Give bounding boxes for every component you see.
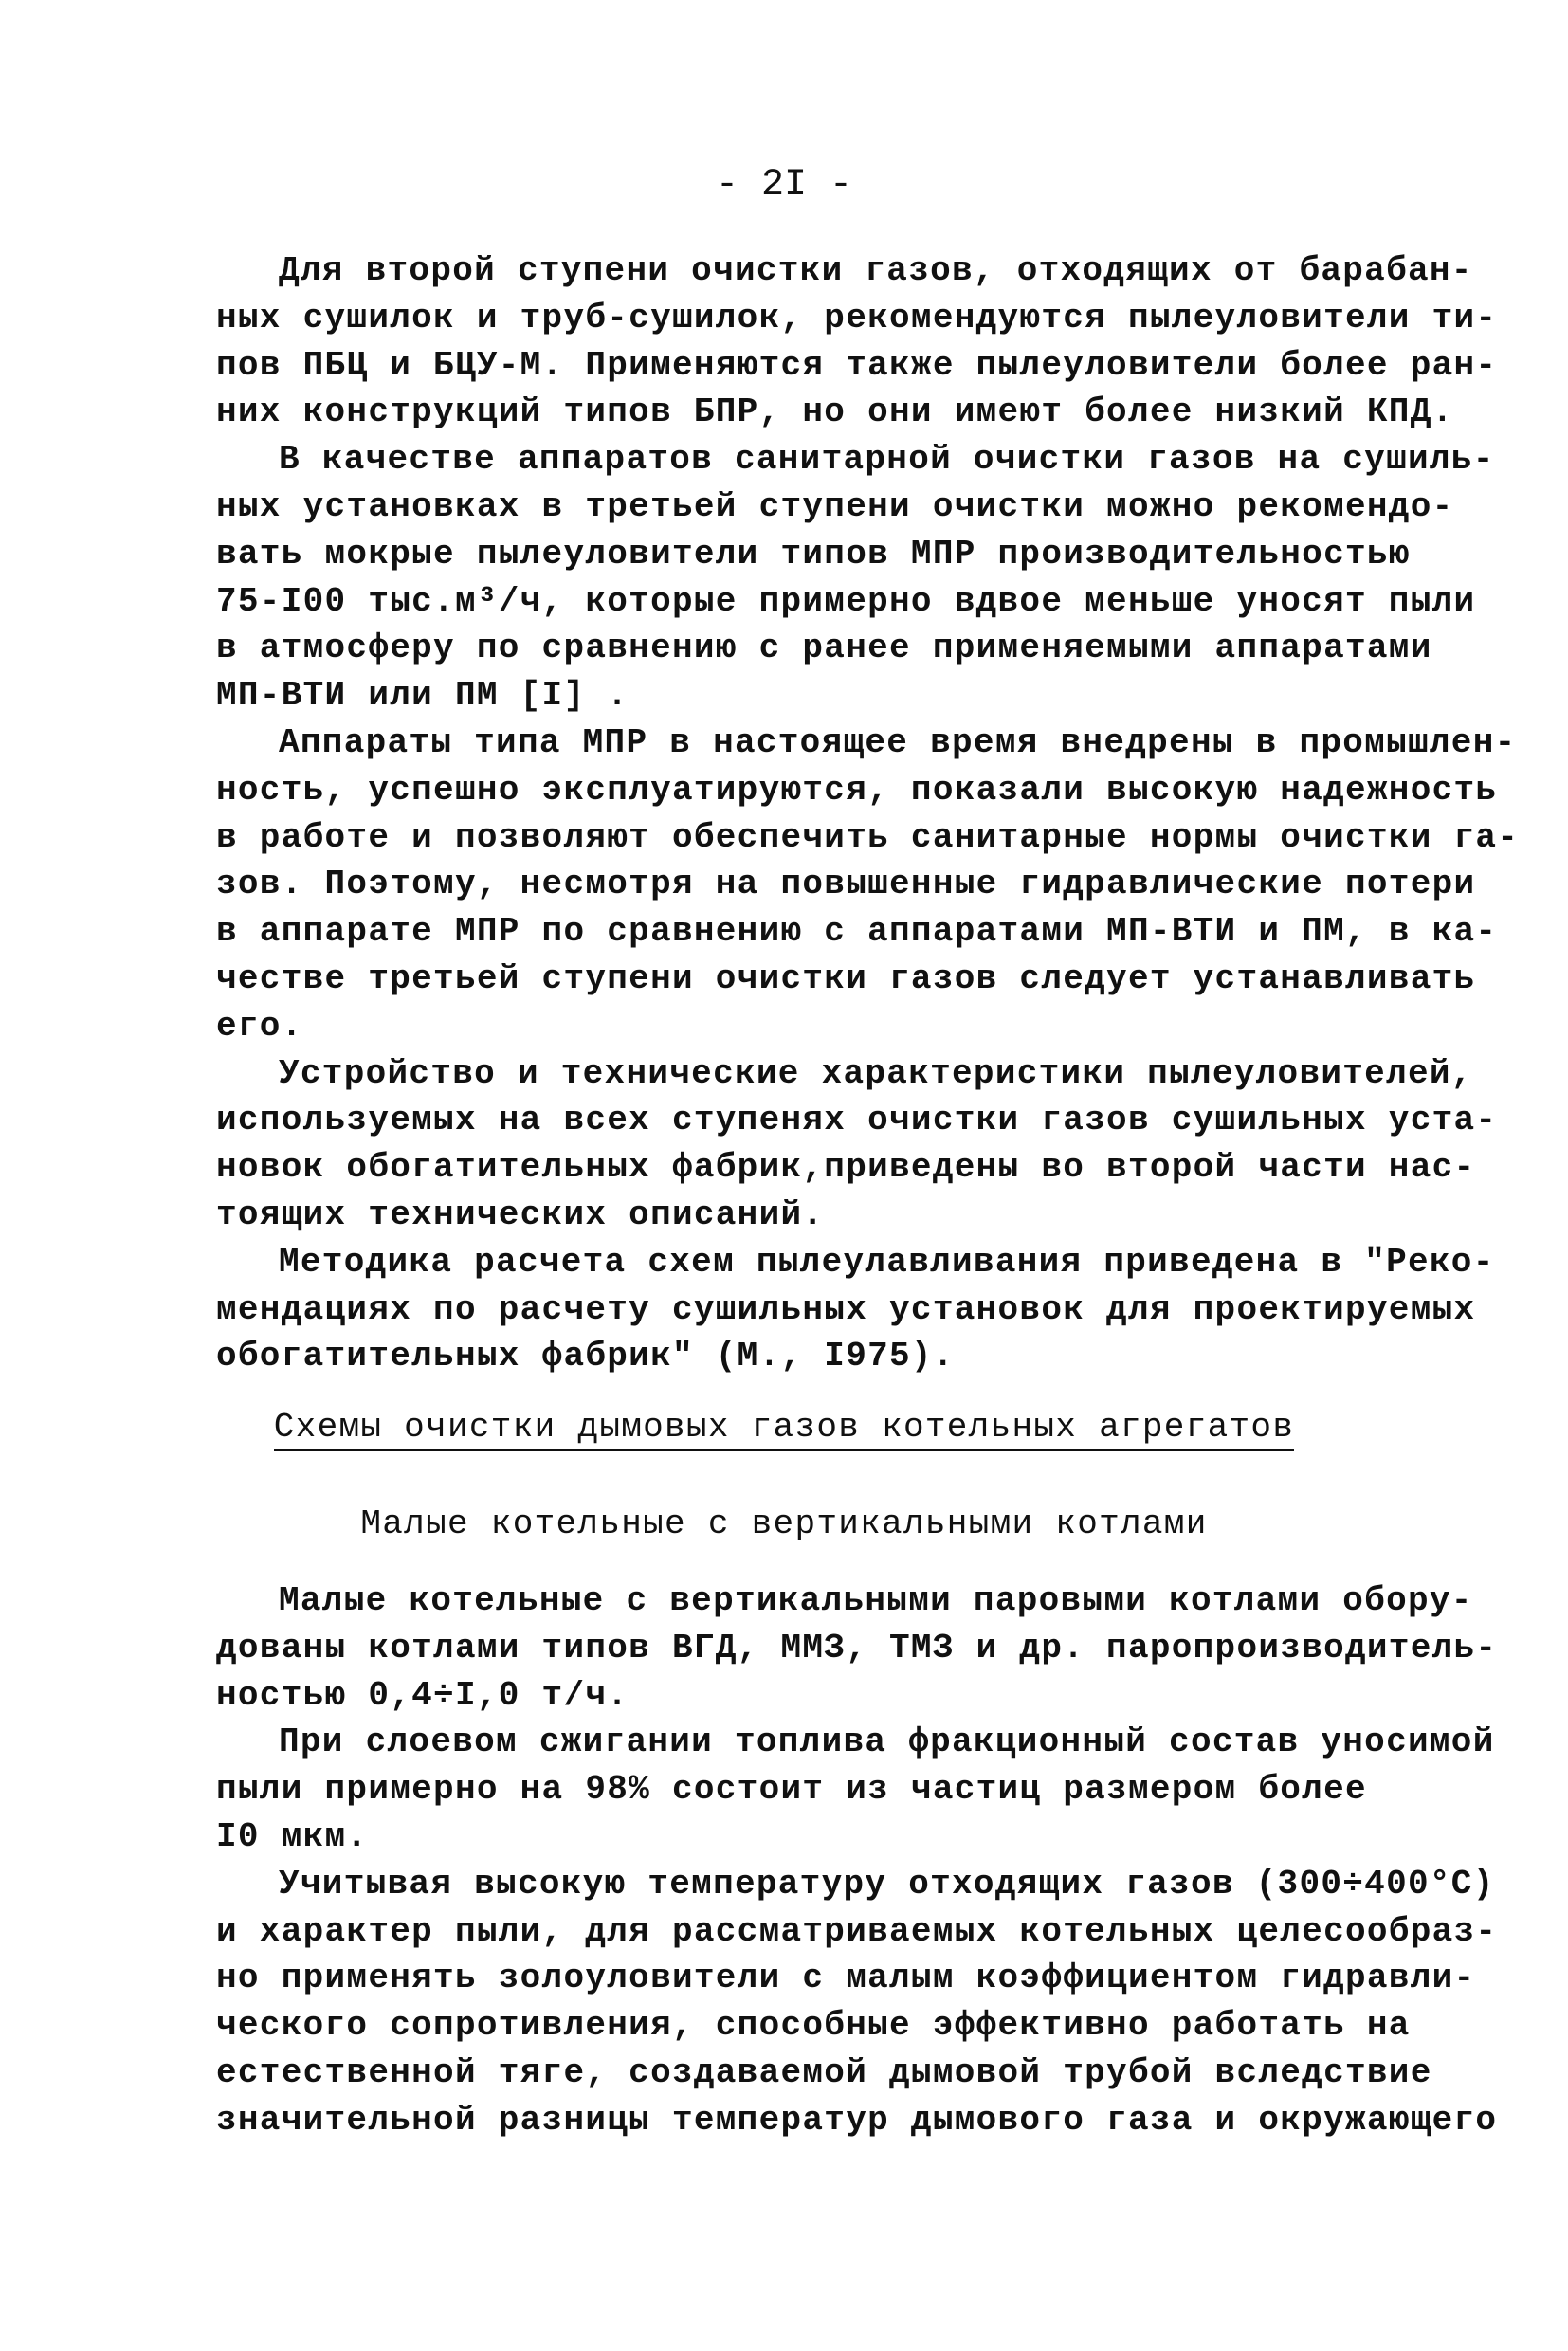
text-line: ностью 0,4÷I,0 т/ч. [216,1675,629,1715]
text-line: зов. Поэтому, несмотря на повышенные гидравлические потери [216,865,1476,904]
text-line: Малые котельные с вертикальными паровыми котлами обору- [279,1581,1473,1620]
text-line: Методика расчета схем пылеулавливания приведена в "Реко- [279,1242,1495,1282]
text-line: значительной разницы температур дымового газа и окружающего [216,2100,1498,2140]
text-line: вать мокрые пылеуловители типов МПР производительностью [216,534,1411,574]
text-line: Устройство и технические характеристики пылеуловителей, [279,1053,1473,1093]
subsection-heading: Малые котельные с вертикальными котлами [360,1504,1208,1543]
text-line: в работе и позволяют обеспечить санитарные нормы очистки га- [216,817,1520,857]
text-line: пов ПБЦ и БЦУ-М. Применяются также пылеуловители более ран- [216,345,1498,385]
text-line: Учитывая высокую температуру отходящих газов (300÷400°С) [279,1864,1495,1904]
text-line: новок обогатительных фабрик,приведены во второй части нас- [216,1148,1476,1188]
text-line: честве третьей ступени очистки газов следует устанавливать [216,958,1476,998]
text-line: ность, успешно эксплуатируются, показали высокую надежность [216,770,1498,810]
text-line: обогатительных фабрик" (М., I975). [216,1337,955,1376]
page-number: - 2I - [715,164,853,207]
text-line: ческого сопротивления, способные эффективно работать на [216,2006,1411,2046]
text-line: Аппараты типа МПР в настоящее время внедрены в промышлен- [279,722,1517,762]
section-heading-text: Схемы очистки дымовых газов котельных агрегатов [274,1408,1294,1451]
text-line: При слоевом сжигании топлива фракционный состав уносимой [279,1722,1495,1762]
text-line: и характер пыли, для рассматриваемых котельных целесообраз- [216,1911,1498,1951]
text-line: ных установках в третьей ступени очистки можно рекомендо- [216,486,1454,526]
text-block-1 [216,247,1520,1380]
text-line: естественной тяге, создаваемой дымовой трубой вследствие [216,2052,1432,2092]
text-line: его. [216,1006,303,1046]
text-block-2 [216,1577,1498,2144]
text-line: пыли примерно на 98% состоит из частиц размером более [216,1770,1367,1810]
text-line: ных сушилок и труб-сушилок, рекомендуются пылеуловители ти- [216,298,1498,337]
text-line: них конструкций типов БПР, но они имеют более низкий КПД. [216,392,1454,432]
text-line: МП-ВТИ или ПМ [I] . [216,676,629,716]
text-line: I0 мкм. [216,1816,369,1856]
text-line: Для второй ступени очистки газов, отходящих от барабан- [279,251,1473,290]
text-line: используемых на всех ступенях очистки газов сушильных уста- [216,1101,1498,1140]
text-line: тоящих технических описаний. [216,1194,825,1234]
text-line: В качестве аппаратов санитарной очистки газов на сушиль- [279,440,1495,480]
text-line: дованы котлами типов ВГД, ММЗ, ТМЗ и др. паропроизводитель- [216,1628,1498,1668]
text-line: мендациях по расчету сушильных установок для проектируемых [216,1289,1476,1329]
text-line: в аппарате МПР по сравнению с аппаратами МП-ВТИ и ПМ, в ка- [216,912,1498,952]
text-line: в атмосферу по сравнению с ранее применяемыми аппаратами [216,629,1432,668]
text-line: 75-I00 тыс.м³/ч, которые примерно вдвое меньше уносят пыли [216,581,1476,621]
text-line: но применять золоуловители с малым коэффициентом гидравли- [216,1959,1476,1998]
section-heading [0,1404,1568,1451]
